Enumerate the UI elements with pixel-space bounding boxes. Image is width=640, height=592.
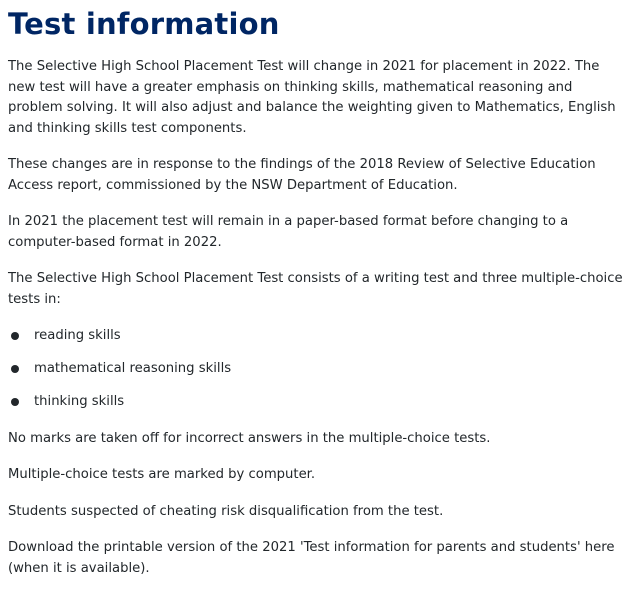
page-title: Test information: [8, 7, 280, 41]
consists-paragraph: The Selective High School Placement Test consists of a writing test and three multiple-choice tests in:: [8, 271, 623, 307]
list-item: [8, 359, 626, 380]
download-paragraph: Download the printable version of the 2021 'Test information for parents and students' here (when it is available).: [8, 540, 615, 576]
format-paragraph: In 2021 the placement test will remain in a paper-based format before changing to a computer-based format in 2022.: [8, 214, 569, 250]
cheating-paragraph: Students suspected of cheating risk disqualification from the test.: [8, 503, 444, 519]
bullet-icon: [11, 398, 19, 406]
intro-paragraph: The Selective High School Placement Test will change in 2021 for placement in 2022. The new test will have a greater emphasis on thinking skills, mathematical reasoning and problem solving. It will also adjust and balance the weighting given to Mathematics, English and thinking skills test components.: [8, 59, 616, 136]
list-item: [8, 392, 626, 413]
changes-paragraph: These changes are in response to the findings of the 2018 Review of Selective Education Access report, commissioned by the NSW Department of Education.: [8, 157, 596, 193]
bullet-icon: [11, 332, 19, 340]
list-item-label: reading skills: [34, 328, 121, 343]
list-item-label: thinking skills: [34, 394, 125, 409]
test-components-list: [8, 326, 626, 413]
list-item: [8, 326, 626, 347]
list-item-label: mathematical reasoning skills: [34, 361, 232, 376]
no-marks-paragraph: No marks are taken off for incorrect answers in the multiple-choice tests.: [8, 430, 491, 446]
bullet-icon: [11, 365, 19, 373]
marked-paragraph: Multiple-choice tests are marked by computer.: [8, 467, 316, 482]
